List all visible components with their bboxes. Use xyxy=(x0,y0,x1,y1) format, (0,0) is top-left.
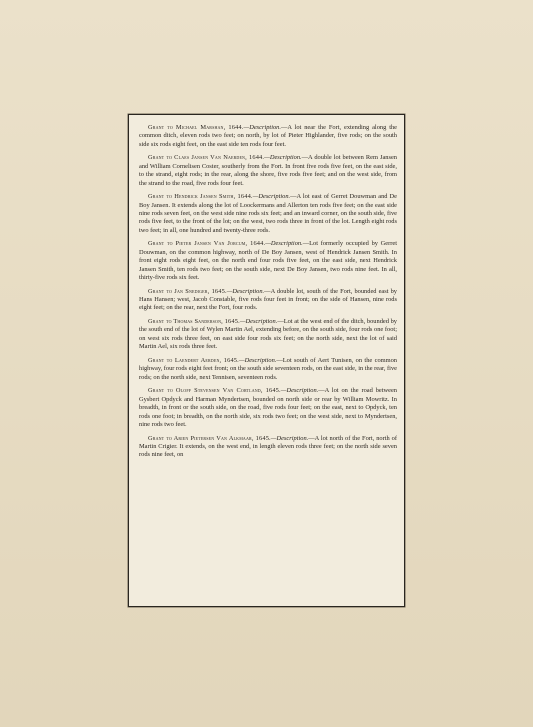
description-label: —Description. xyxy=(238,356,277,364)
grant-entry-aerden xyxy=(139,357,397,382)
description-label: —Description. xyxy=(226,287,265,295)
grant-text: —A lot on the road between Gysbert Opdyck and Harman Myndertsen, bounded on north side or rear by William Mowritz. In breadth, in front or the south side, on the road, five rods four feet; on the east, next to Opdyck, ten rods one foot; in breadth, on the north side, six rods two feet; on the west side, next to Myndertsen, nine rods two feet. xyxy=(139,387,398,428)
grant-text: —A double lot between Rem Jansen and William Cornelisen Coster, southerly from the Fort. In front five rods five feet, on the east side, to the strand, eight rods; in the rear, along the shore, five rods five feet; and on the west side, from the strand to the road, five rods four feet. xyxy=(139,154,397,187)
grant-entry-van-jorcum xyxy=(139,240,397,282)
grant-heading: Grant to Jan Snediger, 1645. xyxy=(148,287,227,295)
grant-text: —A double lot, south of the Fort, bounded east by Hans Hansen; west, Jacob Constable, five rods four feet in front; on the side of Hansen, nine rods eight feet; on the rear, next the Fort, four rods. xyxy=(139,287,397,312)
grant-text: —Lot formerly occupied by Gerret Douwman, on the common highway, north of De Boy Jansen, west of Hendrick Jansen Smith. In front eight rods eight feet, on the north end four rods five feet, on the east side, next Hendrick Jansen Smith, ten rods two feet; on the south side, next De Boy Jansen, two rods nine feet. In all, thirty-five rods six feet. xyxy=(139,240,397,282)
grant-text: —A lot near the Fort, extending along the common ditch, eleven rods two feet; on north, by lot of Pieter Highlander, five rods; on the south side six rods eight feet, on the east side ten rods four feet. xyxy=(139,124,398,148)
grant-heading: Grant to Pieter Jansen Van Jorcum, 1644. xyxy=(148,240,266,248)
grant-heading: Grant to Arien Pietersen Van Alkmaar, 1645. xyxy=(148,434,271,442)
grant-heading: Grant to Michael Marshan, 1644. xyxy=(148,124,244,131)
description-label: —Description. xyxy=(265,240,303,248)
grant-text: —A lot north of the Fort, north of Martin Crigier. It extends, on the west end, in length eleven rods three feet; on the north side seven rods nine feet, on xyxy=(139,434,397,459)
printed-page xyxy=(128,114,405,607)
grant-entry-van-cortland xyxy=(139,387,397,429)
description-label: —Description. xyxy=(243,124,281,131)
grant-text: —Lot at the west end of the ditch, bounded by the south end of the lot of Wylen Martin Ael, extending before, on the south side, four rods one foot; on west six rods three feet, on east side four rods six feet; on the north side, next the lot of said Martin Ael, six rods three feet. xyxy=(139,318,397,351)
grant-entry-marshan xyxy=(139,124,397,149)
description-label: —Description. xyxy=(270,434,309,442)
grant-entry-sanderson xyxy=(139,318,397,352)
grant-entry-van-alkmaar xyxy=(139,435,397,460)
grant-entry-van-naerden xyxy=(139,154,397,188)
grant-heading: Grant to Claes Jansen Van Naerden, 1644. xyxy=(148,154,265,162)
grant-heading: Grant to Thomas Sanderson, 1645. xyxy=(148,318,240,326)
grant-entry-smith xyxy=(139,193,397,235)
grant-entry-snediger xyxy=(139,288,397,313)
grant-heading: Grant to Oloff Stevensen Van Cortland, 1645. xyxy=(148,387,281,395)
grant-text: —Lot south of Aert Tunisen, on the common highway, four rods eight feet front; on the south side seventeen rods, on the east side, in the rear, five rods; on the north side, next Tennisen, seventeen rods. xyxy=(139,356,398,381)
description-label: —Description. xyxy=(239,318,278,326)
grant-heading: Grant to Laendert Aerden, 1645. xyxy=(148,356,239,364)
description-label: —Description. xyxy=(280,387,319,395)
description-label: —Description. xyxy=(252,193,291,201)
description-label: —Description. xyxy=(264,154,302,162)
grant-heading: Grant to Hendrick Jansen Smith, 1644. xyxy=(148,193,253,201)
grant-text: —A lot east of Gerret Douwman and De Boy Jansen. It extends along the lot of Loockermans and Allerton ten rods five feet; on the east side nine rods seven feet, on the west side nine rods six feet; and an inward corner, on the south side, five rods five feet, to the front of the lot; on the west, two rods three in front of the lot. Length eight rods two feet; in all, one hundred and twenty-three rods. xyxy=(139,193,397,234)
